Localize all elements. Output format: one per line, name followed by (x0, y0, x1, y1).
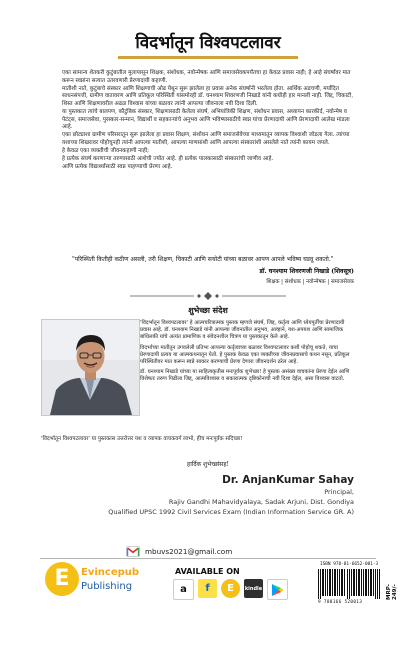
store-list (173, 579, 288, 600)
evincepub-icon[interactable]: E (221, 579, 240, 598)
intro-paragraph: हे प्रत्येक संघर्ष करणाऱ्या तरुणासाठी आशेची ज्योत आहे. ही प्रत्येक पालकासाठी संस्कारांची जाणीव आहे. (62, 156, 274, 163)
intro-paragraph: एका छोट्याशा ग्रामीण परिसरातून सुरू झालेला हा प्रवास शिक्षण, संशोधन आणि समाजसेवेच्या माध्यमातून व्यापक विश्वाशी जोडला गेला. त्यांच्या यशाच्या शिखरावर पोहोचूनही त्यांनी आपल्या मातीशी, आपल्या माणसांशी आणि आपल्या संस्कारांशी असलेले नाते त्यांनी कायम जपले. (62, 132, 350, 146)
gmail-icon (126, 546, 140, 557)
mrp-label: MRP- 249/- (386, 584, 398, 600)
wishes-line: हार्दिक शुभेच्छांसह! (187, 461, 229, 468)
isbn-label: ISBN 978-81-6652-001-3 (320, 562, 379, 567)
message-text (140, 320, 354, 387)
quote-roles: शिक्षक | संशोधक | नवोन्मेषक | समाजसेवक (266, 279, 354, 285)
publisher-sub: Publishing (81, 581, 133, 592)
google-play-glyph (271, 583, 284, 597)
book-title: विदर्भातून विश्वपटलावर (135, 33, 281, 53)
signatory-title: Principal, (324, 488, 354, 496)
google-play-icon[interactable] (267, 579, 288, 600)
author-photo (41, 319, 140, 416)
intro-paragraph: या पुस्तकात त्यांचे बालपण, कौटुंबिक संस्कार, शिक्षणासाठी केलेला संघर्ष, अभियांत्रिकी शिक्षण, संशोधन प्रवास, अध्यापन कारकीर्द, नवोन्मेष व पेटंट्स, समाजसेवा, पुरस्कार-सन्मान, विद्यार्थी व सहकाऱ्यांचे अनुभव आणि भविष्यासाठीचे स्वप्न यांचा प्रेरणादायी आणि प्रेरणादायी आलेख मांडला आहे. (62, 108, 350, 131)
barcode-number: 9 788166 520013 (318, 600, 363, 605)
message-paragraph: विदर्भाच्या मातीतून उगवलेली प्रतिभा आपल्या कर्तृत्वाच्या बळावर विश्वपटलावर कशी पोहोचू शकते, याचा प्रेरणादायी प्रत्यय या आत्मकथनातून येतो. हे पुस्तक केवळ एका व्यक्तीच्या जीवनप्रवासाचे कथन नसून, प्रतिकूल परिस्थितीवर मात करून स्वप्ने साकार करण्याची प्रेरणा देणारा जीवनदर्शन ठरेल आहे. (140, 344, 350, 366)
closing-line: 'विदर्भातून विश्वपटलावर' या पुस्तकास उत्तरोत्तर यश व व्यापक वाचकवर्ग लाभो, हीच मनःपूर्वक सदिच्छा! (41, 436, 243, 442)
ornament-divider (130, 291, 286, 301)
flipkart-icon[interactable]: f (198, 579, 217, 598)
quote-author: डॉ. घनश्याम शिवरणजी निखाडे (शिवसूत्र) (259, 268, 354, 275)
email-address[interactable]: mbuvs2021@gmail.com (145, 546, 233, 556)
publisher-logo-mark (45, 562, 79, 596)
kindle-icon[interactable]: kindle (244, 579, 263, 598)
barcode (318, 569, 380, 599)
quote-text: "परिस्थिती कितीही कठीण असली, तरी शिक्षण, चिकाटी आणि सचोटी यांच्या बळावर आपण आपले भविष्य घडवू शकतो." (72, 256, 334, 263)
title-underline (118, 56, 298, 59)
intro-paragraph: एका सामान्य शेतकरी कुटुंबातील मुलापासून शिक्षक, संशोधक, नवोन्मेषक आणि समाजसेवकपर्यंतचा हा केवळ प्रवास नाही; हे आहे संघर्षांवर मात करून स्वप्नांना सत्यात उतरवणारी प्रेरणादायी कहाणी. (62, 70, 351, 84)
intro-text (62, 70, 354, 172)
intro-paragraph: आणि प्रत्येक विद्यार्थ्यासाठी स्वप्न पाहण्याची प्रेरणा आहे. (62, 164, 173, 171)
available-on-label: AVAILABLE ON (175, 567, 240, 576)
message-heading: शुभेच्छा संदेश (188, 306, 228, 315)
footer-divider (40, 558, 376, 559)
contact-email (126, 545, 232, 557)
message-paragraph: डॉ. घनश्याम निखाडे यांच्या या साहित्यकृतीस मनःपूर्वक शुभेच्छा! हे पुस्तक असंख्य वाचकांना प्रेरणा देईल आणि विशेषतः तरुण पिढीला जिद्द, आत्मविश्वास व सकारात्मक दृष्टिकोनाची नवी दिशा देईल, असा विश्वास वाटतो. (140, 369, 350, 383)
signatory-name: Dr. AnjanKumar Sahay (222, 474, 354, 486)
signatory-college: Rajiv Gandhi Mahavidyalaya, Sadak Arjuni, Dist. Gondiya (168, 498, 354, 506)
logo-letter: E (54, 566, 70, 591)
amazon-icon[interactable]: a (173, 579, 194, 600)
publisher-name: Evincepub (81, 567, 140, 578)
intro-paragraph: मातीशी नाते, कुटुंबाचे संस्कार आणि शिक्षणाची ओढ येथून सुरू झालेला हा प्रवास अनेक संघर्षांनी भरलेला होता. आर्थिक अडचणी, मर्यादित साधनसंपत्ती, ग्रामीण वातावरण आणि प्रतिकूल परिस्थिती यांसमोरही डॉ. घनश्याम शिवरणजी निखाडे यांनी कधीही हार मानली नाही. जिद्द, चिकाटी, शिस्त आणि शिक्षणावरील अढळ विश्वास यांच्या बळावर त्यांनी आपल्या जीवनाला नवी दिशा दिली. (62, 85, 354, 107)
signatory-qualification: Qualified UPSC 1992 Civil Services Exam (Indian Information Service GR. A) (108, 508, 354, 516)
publisher-logo (45, 562, 140, 610)
intro-paragraph: हे केवळ एका व्यक्तीची जीवनकहाणी नाही; (62, 147, 150, 154)
message-paragraph: 'विदर्भातून विश्वपटलावर' हे आत्मचरित्रात्मक पुस्तक म्हणजे संघर्ष, जिद्द, कर्तृत्व आणि ध्येयपूर्तीचा प्रेरणादायी प्रवास आहे. डॉ. घनश्याम निखाडे यांनी आपल्या जीवनातील अनुभव, आव्हाने, यश-अपयश आणि सामाजिक बांधिलकी यांचे अत्यंत प्रामाणिक व संवेदनशील चित्रण या पुस्तकातून केले आहे. (140, 320, 345, 341)
